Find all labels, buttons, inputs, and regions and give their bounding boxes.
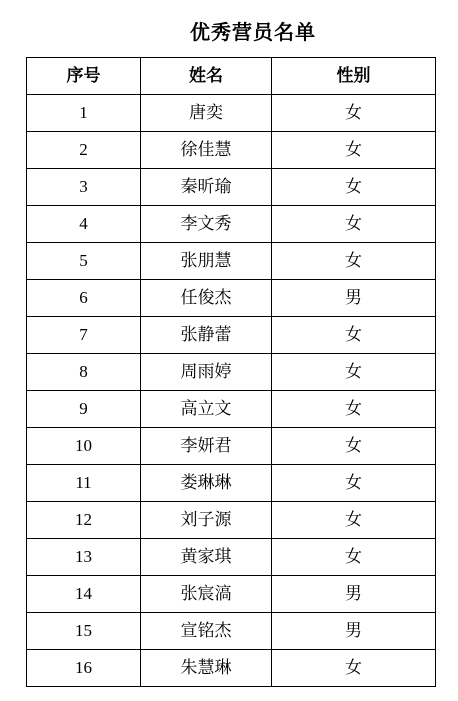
cell-index: 15 bbox=[27, 613, 141, 650]
cell-gender: 女 bbox=[272, 169, 436, 206]
page-title: 优秀营员名单 bbox=[190, 20, 316, 44]
cell-gender: 女 bbox=[272, 391, 436, 428]
cell-name: 张朋慧 bbox=[141, 243, 272, 280]
table-row bbox=[27, 95, 436, 132]
column-header-index: 序号 bbox=[27, 58, 141, 95]
cell-name: 周雨婷 bbox=[141, 354, 272, 391]
table-row bbox=[27, 169, 436, 206]
table-row bbox=[27, 280, 436, 317]
cell-name: 张静蕾 bbox=[141, 317, 272, 354]
cell-gender: 女 bbox=[272, 95, 436, 132]
table-row bbox=[27, 465, 436, 502]
cell-gender: 女 bbox=[272, 650, 436, 687]
cell-gender: 女 bbox=[272, 428, 436, 465]
cell-index: 11 bbox=[27, 465, 141, 502]
cell-gender: 女 bbox=[272, 132, 436, 169]
roster-table bbox=[26, 57, 436, 687]
cell-name: 黄家琪 bbox=[141, 539, 272, 576]
cell-name: 徐佳慧 bbox=[141, 132, 272, 169]
cell-name: 任俊杰 bbox=[141, 280, 272, 317]
cell-name: 李妍君 bbox=[141, 428, 272, 465]
cell-gender: 女 bbox=[272, 465, 436, 502]
cell-index: 9 bbox=[27, 391, 141, 428]
cell-index: 10 bbox=[27, 428, 141, 465]
cell-index: 8 bbox=[27, 354, 141, 391]
table-row bbox=[27, 539, 436, 576]
cell-index: 16 bbox=[27, 650, 141, 687]
cell-name: 唐奕 bbox=[141, 95, 272, 132]
cell-name: 张宸滈 bbox=[141, 576, 272, 613]
cell-index: 6 bbox=[27, 280, 141, 317]
cell-gender: 女 bbox=[272, 354, 436, 391]
cell-name: 高立文 bbox=[141, 391, 272, 428]
table-row bbox=[27, 132, 436, 169]
cell-index: 14 bbox=[27, 576, 141, 613]
cell-index: 4 bbox=[27, 206, 141, 243]
column-header-gender: 性别 bbox=[272, 58, 436, 95]
cell-index: 12 bbox=[27, 502, 141, 539]
table-row bbox=[27, 206, 436, 243]
table-row bbox=[27, 576, 436, 613]
cell-gender: 女 bbox=[272, 243, 436, 280]
table-row bbox=[27, 613, 436, 650]
cell-index: 7 bbox=[27, 317, 141, 354]
cell-gender: 男 bbox=[272, 576, 436, 613]
table-row bbox=[27, 428, 436, 465]
table-row bbox=[27, 391, 436, 428]
table-row bbox=[27, 354, 436, 391]
cell-gender: 女 bbox=[272, 502, 436, 539]
cell-name: 宣铭杰 bbox=[141, 613, 272, 650]
cell-index: 3 bbox=[27, 169, 141, 206]
cell-gender: 男 bbox=[272, 280, 436, 317]
cell-name: 秦昕瑜 bbox=[141, 169, 272, 206]
table-row bbox=[27, 502, 436, 539]
cell-name: 刘子源 bbox=[141, 502, 272, 539]
cell-index: 1 bbox=[27, 95, 141, 132]
table-row bbox=[27, 243, 436, 280]
table-row bbox=[27, 650, 436, 687]
table-header-row bbox=[27, 58, 436, 95]
cell-name: 娄琳琳 bbox=[141, 465, 272, 502]
cell-gender: 女 bbox=[272, 539, 436, 576]
cell-gender: 女 bbox=[272, 317, 436, 354]
cell-index: 13 bbox=[27, 539, 141, 576]
table-row bbox=[27, 317, 436, 354]
cell-name: 朱慧琳 bbox=[141, 650, 272, 687]
column-header-name: 姓名 bbox=[141, 58, 272, 95]
cell-gender: 男 bbox=[272, 613, 436, 650]
cell-index: 5 bbox=[27, 243, 141, 280]
cell-gender: 女 bbox=[272, 206, 436, 243]
cell-name: 李文秀 bbox=[141, 206, 272, 243]
cell-index: 2 bbox=[27, 132, 141, 169]
